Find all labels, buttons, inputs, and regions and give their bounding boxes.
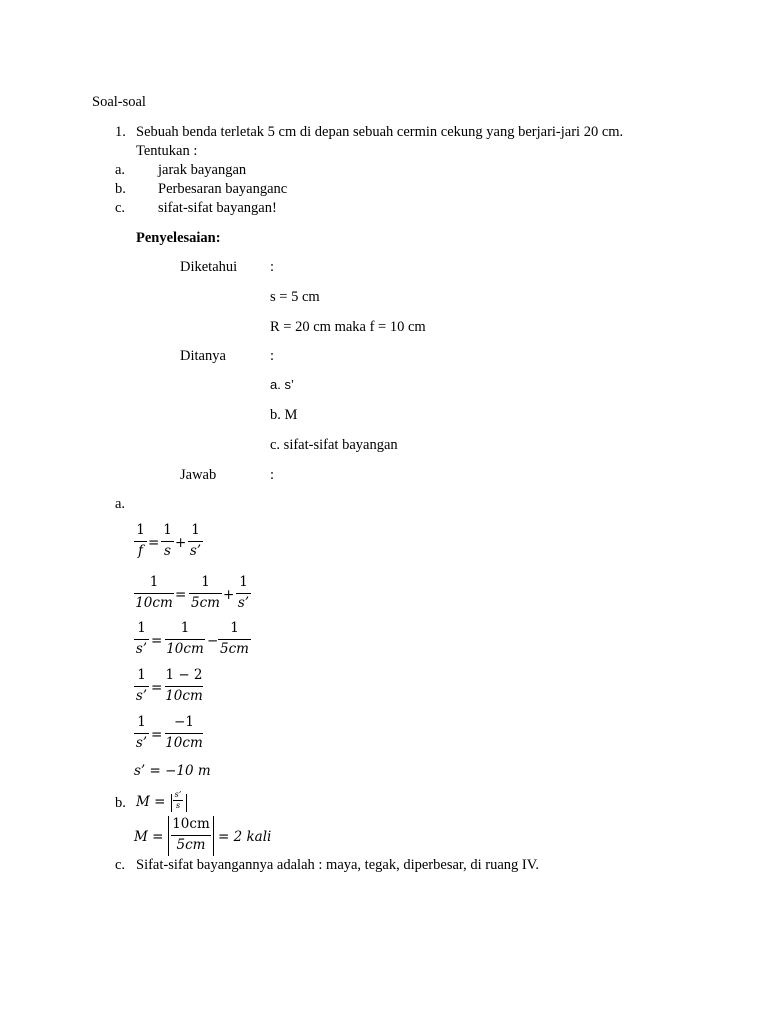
fraction: 1 s’ [135, 620, 148, 657]
fraction: 1 5cm [218, 622, 251, 656]
m-equals: M = [134, 829, 164, 845]
problem-number: 1. [115, 124, 126, 140]
fraction: 1 10cm [166, 620, 204, 657]
solution-title: Penyelesaian: [136, 230, 221, 246]
equals-sign: = [148, 535, 160, 551]
part-c-text: Sifat-sifat bayangannya adalah : maya, tegak, diperbesar, di ruang IV. [136, 857, 539, 873]
fraction: s’ s [174, 790, 182, 810]
problem-text: Sebuah benda terletak 5 cm di depan sebuah cermin cekung yang berjari-jari 20 cm. [136, 124, 624, 140]
problem-tentukan: Tentukan : [136, 143, 198, 159]
part-c-marker: c. [115, 857, 126, 873]
abs-bar-left [168, 816, 169, 856]
equals-sign: = [151, 727, 163, 743]
ditanya-label: Ditanya [180, 348, 226, 364]
fraction: 1 s’ [135, 714, 148, 751]
minus-sign: − [207, 633, 219, 649]
diketahui-colon: : [270, 259, 275, 275]
fraction: 1 s’ [237, 574, 250, 611]
asked-a: a. s’ [270, 377, 294, 392]
equals-sign: = [175, 587, 187, 603]
fraction: 10cm 5cm [172, 816, 210, 853]
equals-sign: = [151, 633, 163, 649]
abs-bar-right [213, 816, 214, 856]
asked-b: b. M [270, 407, 298, 423]
known-s: s = 5 cm [270, 289, 320, 305]
item-marker-c: c. [115, 200, 126, 216]
equals-sign: = [151, 680, 163, 696]
m-equals: M = [136, 794, 166, 810]
plus-sign: + [175, 535, 187, 551]
jawab-colon: : [270, 467, 275, 483]
fraction: 1 − 2 10cm [165, 667, 203, 704]
asked-c: c. sifat-sifat bayangan [270, 437, 398, 453]
fraction: −1 10cm [165, 714, 203, 751]
fraction: 1 f [134, 524, 147, 558]
heading: Soal-soal [92, 94, 146, 110]
equation-6-result: s’ = −10 m [134, 763, 211, 779]
abs-bar-right [186, 794, 187, 812]
diketahui-label: Diketahui [180, 259, 238, 275]
part-a-marker: a. [115, 496, 126, 512]
m-result: = 2 kali [218, 829, 272, 845]
ditanya-colon: : [270, 348, 275, 364]
abs-bar-left [171, 794, 172, 812]
item-text-c: sifat-sifat bayangan! [158, 200, 277, 216]
fraction: 1 s’ [189, 522, 202, 559]
part-b-marker: b. [115, 795, 126, 811]
item-text-b: Perbesaran bayanganc [158, 181, 288, 197]
fraction: 1 s [161, 524, 174, 558]
item-marker-b: b. [115, 181, 126, 197]
fraction: 1 10cm [135, 574, 173, 611]
known-r-f: R = 20 cm maka f = 10 cm [270, 319, 426, 335]
plus-sign: + [223, 587, 235, 603]
fraction: 1 s’ [135, 667, 148, 704]
item-text-a: jarak bayangan [158, 162, 247, 178]
item-marker-a: a. [115, 162, 126, 178]
jawab-label: Jawab [180, 467, 217, 483]
fraction: 1 5cm [189, 576, 222, 610]
